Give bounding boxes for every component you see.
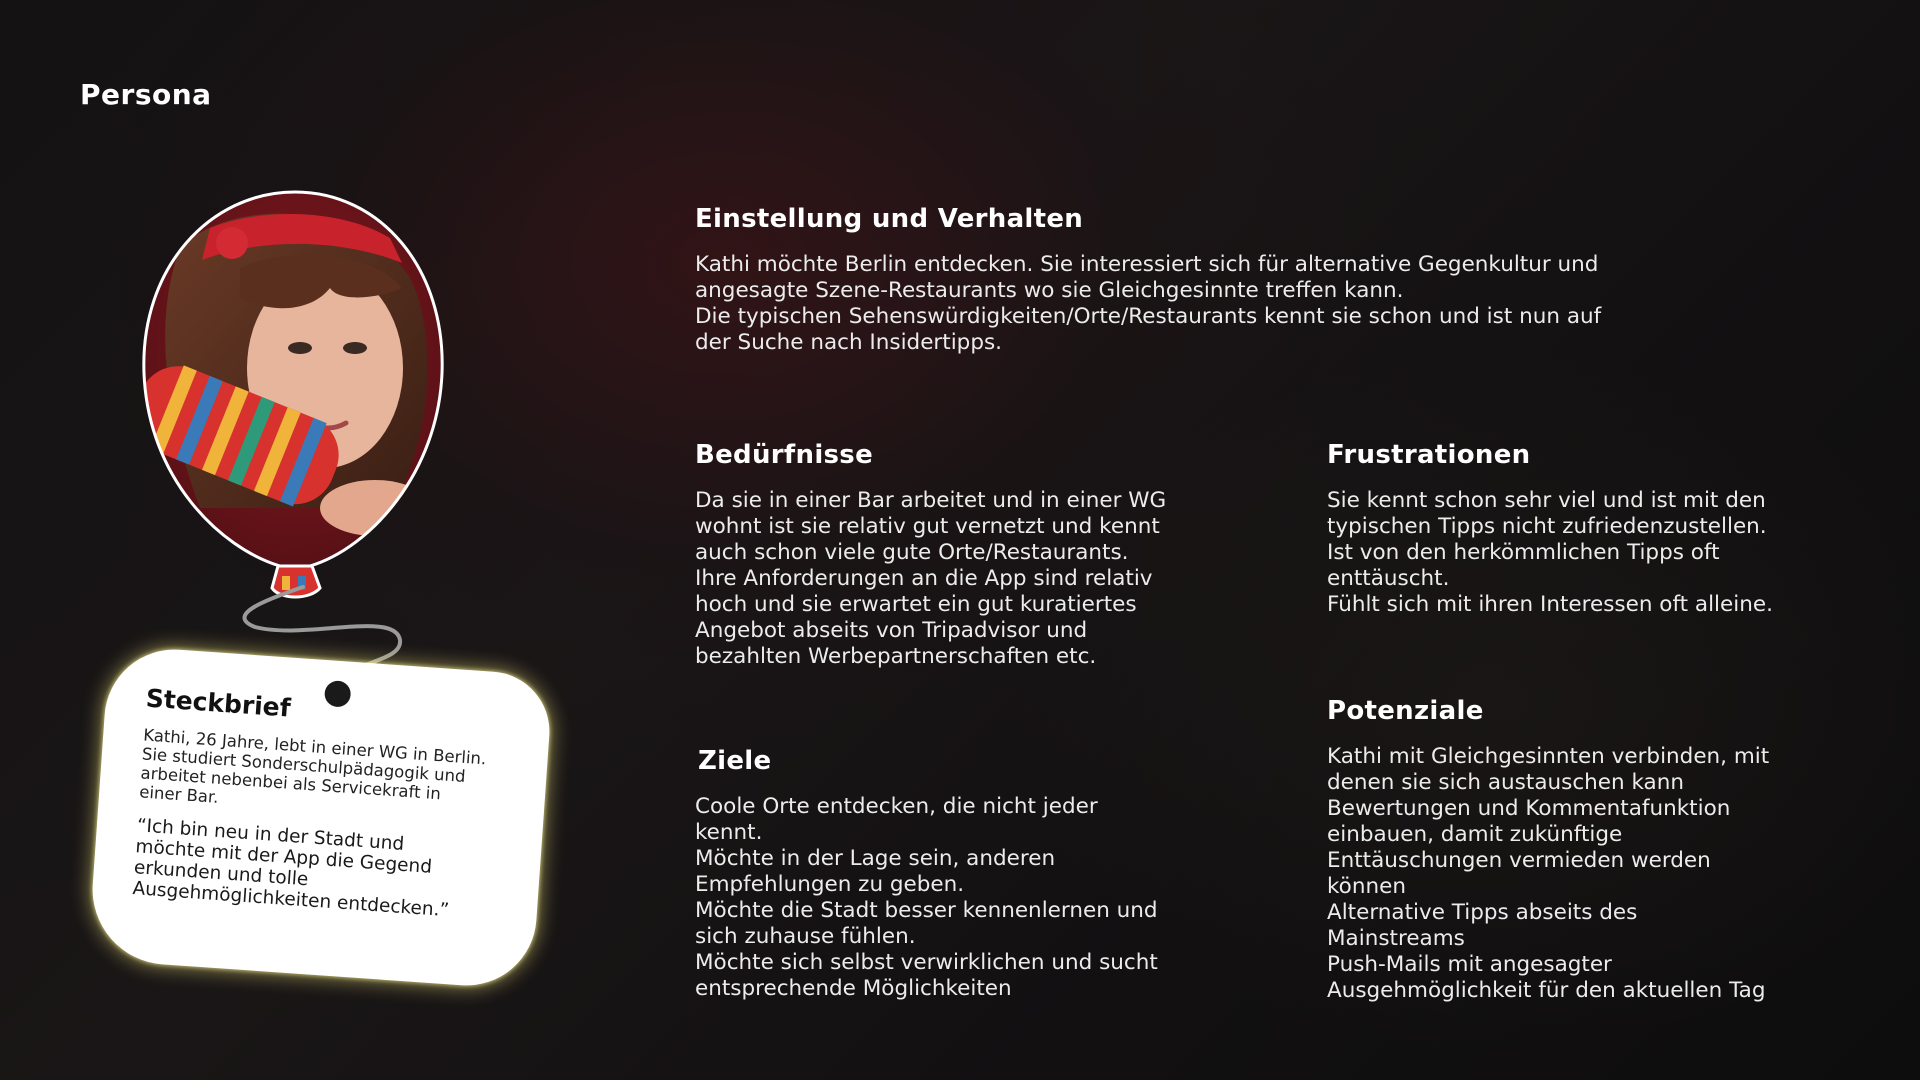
section-frustrationen — [1327, 440, 1887, 618]
persona-profile-card — [88, 645, 554, 990]
balloon-shape — [140, 188, 450, 608]
section-body: Da sie in einer Bar arbeitet und in einer WG wohnt ist sie relativ gut vernetzt und kennt auch schon viele gute Orte/Restaurants. Ihre Anforderungen an die App sind relativ hoch und sie erwartet ein gut kuratiertes Angebot abseits von Tripadvisor und bezahlten Werbepartnerschaften etc. — [695, 488, 1167, 669]
persona-photo — [140, 188, 450, 588]
profile-card-title: Steckbrief — [144, 683, 292, 723]
section-einstellung — [695, 204, 1795, 356]
section-ziele — [695, 746, 1255, 1002]
section-heading: Bedürfnisse — [695, 440, 874, 470]
tag-hole — [324, 680, 352, 708]
section-heading: Potenziale — [1327, 696, 1484, 726]
section-body: Coole Orte entdecken, die nicht jeder kennt. Möchte in der Lage sein, anderen Empfehlungen zu geben. Möchte die Stadt besser kennenlernen und sich zuhause fühlen. Möchte sich selbst verwirklichen und sucht entsprechende Möglichkeiten — [695, 794, 1158, 1001]
section-body: Kathi mit Gleichgesinnten verbinden, mit denen sie sich austauschen kann Bewertungen und Kommentafunktion einbauen, damit zukünftige Enttäuschungen vermieden werden können Alternative Tipps abseits des Mainstreams Push-Mails mit angesagter Ausgehmöglichkeit für den aktuellen Tag — [1327, 744, 1770, 1003]
section-heading: Ziele — [698, 746, 772, 776]
section-body: Sie kennt schon sehr viel und ist mit den typischen Tipps nicht zufriedenzustellen. Ist von den herkömmlichen Tipps oft enttäuscht. Fühlt sich mit ihren Interessen oft alleine. — [1327, 488, 1773, 617]
section-potenziale — [1327, 696, 1887, 1004]
profile-card-bio: Kathi, 26 Jahre, lebt in einer WG in Berlin. Sie studiert Sonderschulpädagogik und arbeitet nebenbei als Servicekraft in einer Bar. — [138, 725, 487, 807]
page-title: Persona — [80, 78, 212, 111]
section-body: Kathi möchte Berlin entdecken. Sie interessiert sich für alternative Gegenkultur und angesagte Szene-Restaurants wo sie Gleichgesinnte treffen kann. Die typischen Sehenswürdigkeiten/Orte/Restaurants kennt sie schon und ist nun auf der Suche nach Insidertipps. — [695, 252, 1602, 355]
persona-balloon — [140, 188, 450, 588]
profile-card-quote: “Ich bin neu in der Stadt und möchte mit der App die Gegend erkunden und tolle Ausgehmöglichkeiten entdecken.” — [131, 815, 450, 922]
section-beduerfnisse — [695, 440, 1255, 670]
section-heading: Frustrationen — [1327, 440, 1531, 470]
section-heading: Einstellung und Verhalten — [695, 204, 1084, 234]
